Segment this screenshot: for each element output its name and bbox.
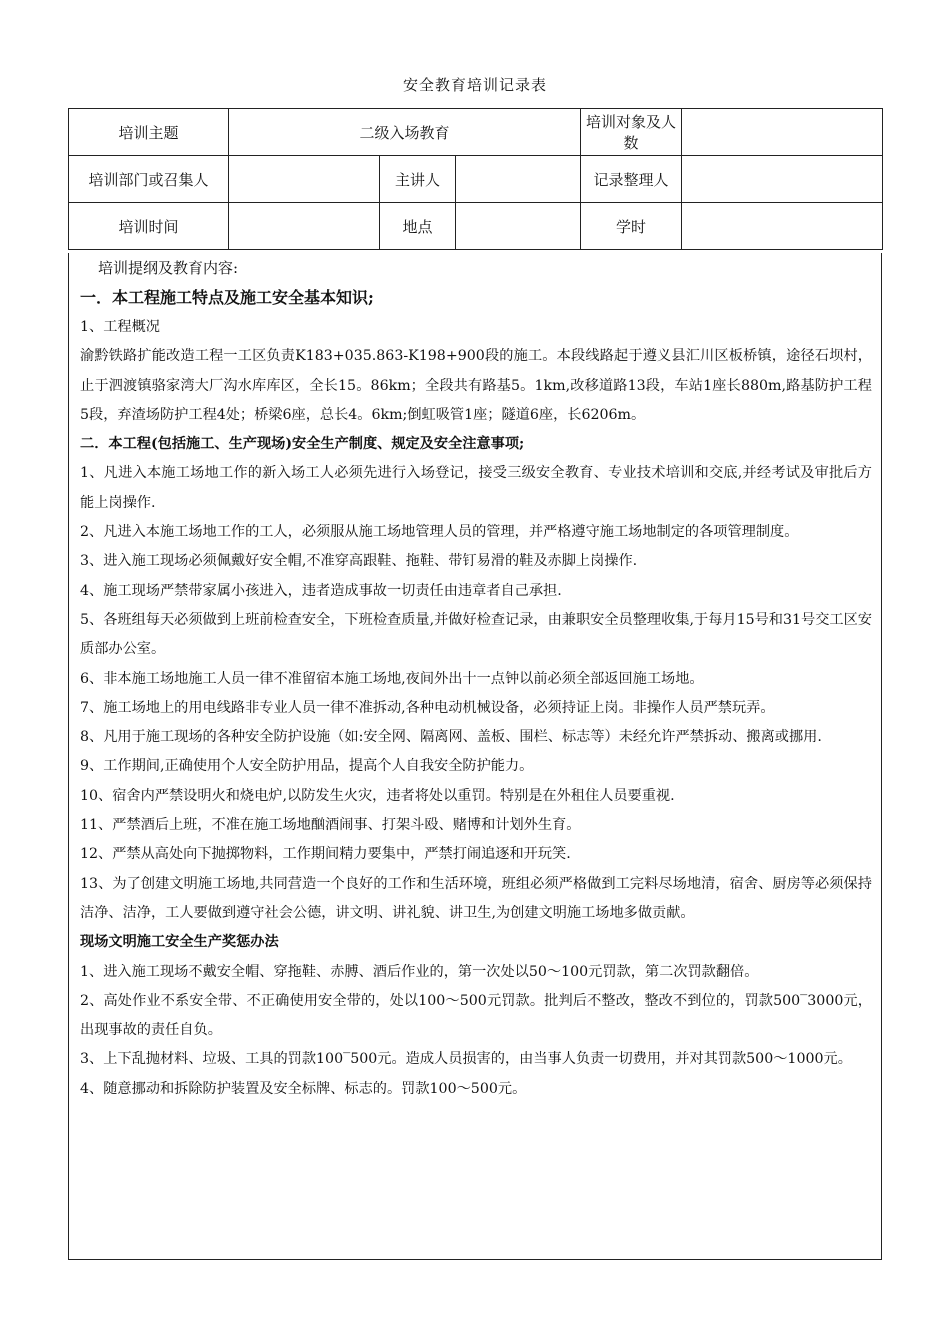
penalty-item: 1、进入施工现场不戴安全帽、穿拖鞋、赤膊、酒后作业的，第一次处以50～100元罚款，第二次罚款翻倍。	[80, 963, 759, 980]
rule-item: 13、为了创建文明施工场地,共同营造一个良好的工作和生活环境，班组必须严格做到工完料尽场地清，宿舍、厨房等必须保持洁净、洁净，工人要做到遵守社会公德，讲文明、讲礼貌、讲卫生,为创建文明施工场地多做贡献。	[80, 875, 872, 921]
rule-item: 8、凡用于施工现场的各种安全防护设施（如:安全网、隔离网、盖板、围栏、标志等）未经允许严禁拆动、搬离或挪用.	[80, 729, 822, 746]
overview-title: 1、工程概况	[80, 319, 160, 335]
rule-item: 11、严禁酒后上班，不准在施工场地酗酒闹事、打架斗殴、赌博和计划外生育。	[80, 817, 581, 834]
content-box	[68, 253, 882, 1260]
rule-item: 9、工作期间,正确使用个人安全防护用品，提高个人自我安全防护能力。	[80, 758, 534, 775]
label-time: 培训时间	[69, 203, 229, 250]
value-hours	[682, 203, 883, 250]
header-table	[68, 108, 883, 250]
rule-item: 1、凡进入本施工场地工作的新入场工人必须先进行入场登记，接受三级安全教育、专业技术培训和交底,并经考试及审批后方能上岗操作.	[80, 465, 872, 511]
header-row-topic	[69, 109, 883, 156]
label-department: 培训部门或召集人	[69, 156, 229, 203]
value-speaker	[456, 156, 581, 203]
header-row-department	[69, 156, 883, 203]
value-topic: 二级入场教育	[229, 109, 581, 156]
overview-text: 渝黔铁路扩能改造工程一工区负责K183+035.863-K198+900段的施工。本段线路起于遵义县汇川区板桥镇，途径石坝村，止于泗渡镇骆家湾大厂沟水库库区，全长15。86km；全段共有路基5。1km,改移道路13段，车站1座长880m,路基防护工程5段，弃渣场防护工程4处；桥梁6座，总长4。6km;倒虹吸管1座；隧道6座，长6206m。	[80, 348, 872, 423]
section3-title: 现场文明施工安全生产奖惩办法	[80, 934, 279, 951]
section1-title: 一．本工程施工特点及施工安全基本知识;	[80, 288, 374, 307]
value-location	[456, 203, 581, 250]
rule-item: 2、凡进入本施工场地工作的工人，必须服从施工场地管理人员的管理，并严格遵守施工场地制定的各项管理制度。	[80, 524, 799, 541]
content-intro: 培训提纲及教育内容:	[98, 259, 239, 277]
rule-item: 4、施工现场严禁带家属小孩进入，违者造成事故一切责任由违章者自己承担.	[80, 582, 562, 599]
value-recorder	[682, 156, 883, 203]
header-row-time	[69, 203, 883, 250]
rule-item: 5、各班组每天必须做到上班前检查安全，下班检查质量,并做好检查记录，由兼职安全员整理收集,于每月15号和31号交工区安质部办公室。	[80, 611, 872, 658]
label-hours: 学时	[581, 203, 682, 250]
rule-item: 12、严禁从高处向下抛掷物料，工作期间精力要集中，严禁打闹追逐和开玩笑.	[80, 846, 571, 863]
label-location: 地点	[380, 203, 456, 250]
value-department	[229, 156, 380, 203]
label-speaker: 主讲人	[380, 156, 456, 203]
penalty-item: 3、上下乱抛材料、垃圾、工具的罚款100‾500元。造成人员损害的，由当事人负责一切费用，并对其罚款500～1000元。	[80, 1051, 852, 1068]
label-recorder: 记录整理人	[581, 156, 682, 203]
rule-item: 10、宿舍内严禁设明火和烧电炉,以防发生火灾，违者将处以重罚。特别是在外租住人员要重视.	[80, 787, 675, 804]
penalty-item: 2、高处作业不系安全带、不正确使用安全带的，处以100～500元罚款。批判后不整改，整改不到位的，罚款500‾3000元，出现事故的责任自负。	[80, 992, 872, 1039]
label-topic: 培训主题	[69, 109, 229, 156]
value-audience	[682, 109, 883, 156]
label-audience: 培训对象及人数	[581, 109, 682, 156]
document-title: 安全教育培训记录表	[402, 76, 547, 94]
section2-title: 二．本工程(包括施工、生产现场)安全生产制度、规定及安全注意事项;	[80, 436, 525, 453]
rule-item: 6、非本施工场地施工人员一律不准留宿本施工场地,夜间外出十一点钟以前必须全部返回施工场地。	[80, 670, 704, 687]
rule-item: 7、施工场地上的用电线路非专业人员一律不准拆动,各种电动机械设备，必须持证上岗。非操作人员严禁玩弄。	[80, 699, 775, 716]
rule-item: 3、进入施工现场必须佩戴好安全帽,不准穿高跟鞋、拖鞋、带钉易滑的鞋及赤脚上岗操作.	[80, 553, 638, 570]
penalty-item: 4、随意挪动和拆除防护装置及安全标牌、标志的。罚款100～500元。	[80, 1080, 527, 1097]
value-time	[229, 203, 380, 250]
